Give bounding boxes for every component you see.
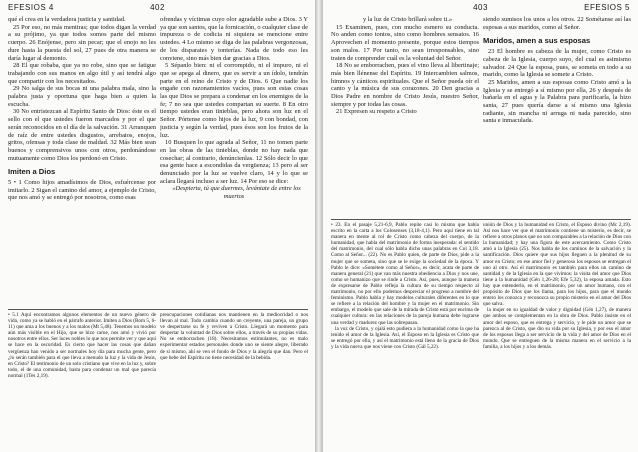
paragraph: 25 Maridos, amen a sus esposas como Cristo amó a la Iglesia y se entregó a sí mismo por ella, 26 y después de bañarla en el agua y la Palabra para purificarla, la hizo santa, 27 pues quería darse a sí mismo una Iglesia radiante, sin mancha ni arruga ni nada parecido, sino santa e inmaculada. <box>483 78 631 125</box>
footnote: la mujer en su igualdad de valor y dignidad (Gén 1,27), de manera que ambos se complementan en la obra de Dios. Pablo insiste en el amor del esposo, que es entrega y servicio, y le pide un amor que se parezca al de Cristo, que dio su vida por su Iglesia, y por eso el amor de los esposos llega a ser servicio de la vida y del amor de Dios en el mundo. Que se entreguen de la misma manera en el servicio a la familia, a los hijos y a los demás. <box>483 307 631 350</box>
paragraph: 23 El hombre es cabeza de la mujer, como Cristo es cabeza de la Iglesia, cuerpo suyo, del cual es asimismo salvador. 24 Que la esposa, pues, se someta en todo a su marido, como la Iglesia se somete a Cristo. <box>483 48 631 79</box>
verse-quote-end: y la luz de Cristo brillará sobre ti.» <box>362 16 453 23</box>
footnote: unión de Dios y la humanidad en Cristo, el Esposo divino (Mc 2,19). Así nos hace ver que el matrimonio contiene un misterio, es decir, se refiere a otros planos que no son comparables a la relación de Dios con la humanidad; y hay una figura de este acercamiento. Como Cristo amó a la Iglesia (25). Nos habla de los caminos de la salvación y la santificación. Dios quiere que sus hijos lleguen a la plenitud de su amor en Cristo; en ese amor fiel y generoso los esposos se entregan el uno al otro. Así el matrimonio es también para ellos un camino de santidad y de la Iglesia en la que vivimos: la visita del amor que Dios tiene a la humanidad (Gén 1,26-28; Efe 5,32), la esposa amada. Esto hay que entenderlo, en el matrimonio, por un amor humano, con el propósito de Dios que los llama, para los hijos, para que el mundo entero los conozca y reconozca su propio misterio en el amor del Dios que salva. <box>483 222 631 308</box>
running-head-right <box>331 3 630 15</box>
right-column-2 <box>483 16 631 216</box>
paragraph: 5 Sépanlo bien: ni el corrompido, ni el impuro, ni el que se apega al dinero, que es servir a un ídolo, tendrán parte en el reino de Cristo y de Dios. 6 Que nadie los engañe con razonamientos vacíos, pues son estas cosas las que Dios se prepara a condenar en los enemigos de la fe; 7 no sea que ustedes compartan su suerte. 8 En otro tiempo ustedes eran tinieblas, pero ahora son luz en el Señor. Pórtense como hijos de la luz, 9 con bondad, con justicia y según la verdad, pues ésos son los frutos de la luz. <box>160 62 308 139</box>
right-page <box>323 0 638 452</box>
paragraph: 18 No se emborrachen, pues el vino lleva al libertinaje; más bien llénense del Espíritu. 19 Intercambien salmos, himnos y cánticos espirituales. Que el Señor pueda oír el canto y la música de sus corazones. 20 Den gracias a Dios Padre en nombre de Cristo Jesús, nuestro Señor, siempre y por todas las cosas. <box>331 62 479 108</box>
paragraph: 15 Examinen, pues, con mucho esmero su conducta. No anden como tontos, sino como hombres sensatos. 16 Aprovechen el momento presente, porque estos tiempos son malos. 17 Por tanto, no sean irresponsables, sino traten de comprender cuál es la voluntad del Señor. <box>331 23 479 62</box>
section-title: Imiten a Dios <box>8 167 56 177</box>
paragraph: qué el crea en la verdadera justicia y santidad. <box>8 16 126 23</box>
footnotes-column-1 <box>331 222 479 448</box>
footnotes-column-2 <box>483 222 631 448</box>
footnote: • 5.1 Aquí encontramos algunos elementos de un nuevo género de vida, como ya se habló en el párrafo anterior. Imiten a Dios (Rom 5, 6-11) que ama a los buenos y a los malos (Mt 5,48). Tenemos un modelo aún más visible en el Hijo, que se hizo carne, nos amó y vivió por nosotros entre ellos. Ser luces nobles lo que nos permite ver y que aquí se hace en la oscuridad. Es cierto que hacer las cosas que dañan vergüenza han venido a ser normales hoy día para mucha gente, pero ¿lo serán también para el que lleva a menudo la luz y la vida de Jesús, en Cristo? El testimonio de un solo cristiano que vive en la luz y, sobre todo, el de una comunidad, basta para condenar un mal que parecía normal (1Tes 2,19). <box>8 312 156 379</box>
book-chapter-header: EFESIOS 4 <box>8 3 54 12</box>
running-head-left <box>8 3 307 15</box>
book-gutter <box>315 0 323 452</box>
verse-quote: «Despierta, tú que duermes, levántate de entre los muertos <box>172 185 301 201</box>
book-chapter-header: EFESIOS 5 <box>584 3 630 12</box>
paragraph: ofrendas y víctimas cuyo olor agradable sube a Dios. 3 Y ya que son santos, que la fornicación, o cualquier clase de impureza o de codicia ni siquiera se mencione entre ustedes. 4 Lo mismo se diga de las palabras vergonzosas, de los disparates y tonterías. Nada de todo eso les conviene, sino más bien dar gracias a Dios. <box>160 16 308 62</box>
footnote-divider <box>331 219 631 220</box>
footnote-divider <box>8 309 308 310</box>
paragraph: 5 • 1 Como hijos amadísimos de Dios, esfuércense por imitarlo. 2 Sigan el camino del amor, a ejemplo de Cristo, que nos amó y se entregó por nosotros, como esas <box>8 179 156 202</box>
footnote: • 23. En el pasaje 5,21-6,9, Pablo repite casi lo mismo que había escrito en la carta a los Colosenses (3,18-4,1). Pero aquí tiene en tal manera en mente al rol de Cristo como cabeza del cuerpo, de la humanidad, que habla del matrimonio de forma inesperada: el sentido del matrimonio, del cual sólo habla dicho unas palabras en Col 3,18. Como al Señor... (22). No es Pablo quien, de parte de Dios, pide a la mujer que se someta, sino que se le exige la sociedad de la época. Y Pablo le dice: «Sométete como al Señor», es decir, acata de parte de manera general (21) que van más nuestra obediencia a Dios y nos une, como se humanizo que se rinde a Cristo. Así, pues, aunque la manera de expresarse de Pablo refleja la cultura de su tiempo respecto al matrimonio, no por ello podemos despreciar el progreso a nombre del feminismo. Pablo habla y hay modelos culturales diferentes en lo que se refiere a la relación del hombre y la mujer en el matrimonio. Sin embargo, el modelo que sale de la mirada de Cristo está por encima de cualquier cultura: en las relaciones de la pareja humana debe lograrse una verdad y madurez que las sobrepasan. <box>331 222 479 326</box>
paragraph: 30 No entristezcan al Espíritu Santo de Dios: éste es el sello con el que ustedes fueron marcados y por el que serán reconocidos en el día de la salvación. 31 Arranquen de raíz de entre ustedes disgustos, arrebatos, enojos, gritos, ofensas y toda clase de maldad. 32 Más bien sean buenos y comprensivos unos con otros, perdonándose mutuamente como Dios los perdonó en Cristo. <box>8 108 156 162</box>
section-title: Maridos, amen a sus esposas <box>483 36 591 46</box>
footnote: preocupaciones cotidianas nos mantienen en la mediocridad o nos llevan al mal. Todo cambia cuando un creyente, una pareja, un grupo ve despertarse su fe y reviven a Cristo. Llegará un momento para despertar la voluntad de Dios sobre ellos, a través de su propias vidas. No se emborrachen (18). Necesitamos estimulantes, no es malo experimentar estados personales donde uno se siente alegre, liberado de sí mismo, ahí se ven el fondo de Dios y la alegría que dan. Pero el que bebe del Espíritu no tiene necesidad de la bebida. <box>160 312 308 361</box>
left-column-1 <box>8 16 156 306</box>
footnotes-column-1 <box>8 312 156 448</box>
paragraph: 21 Expresen su respeto a Cristo <box>336 108 417 116</box>
right-column-1 <box>331 16 479 216</box>
left-page <box>0 0 315 452</box>
paragraph: siendo sumisos los unos a los otros. 22 Sométanse así las esposas a sus maridos, como al Señor. <box>483 16 631 31</box>
page-number: 403 <box>473 3 488 12</box>
paragraph: 28 El que robaba, que ya no robe, sino que se fatigue trabajando con sus manos en algo útil y así tendrá algo que compartir con los necesitados. <box>8 62 156 85</box>
paragraph: 29 No salga de sus bocas ni una palabra mala, sino la palabra justa y oportuna que haga bien a quien la escucha. <box>8 85 156 108</box>
footnotes-column-2 <box>160 312 308 448</box>
paragraph: 10 Busquen lo que agrada al Señor, 11 no tomen parte en las obras de las tinieblas, donde no hay nada que cosechar; al contrario, denúncienlas. 12 Sólo decir lo que esa gente hace a escondidas da vergüenza; 13 pero al ser denunciado por la luz se vuelve claro, 14 y lo que se aclara llegará incluso a ser luz. 14 Por eso se dice: <box>160 139 308 185</box>
page-number: 402 <box>150 3 165 12</box>
left-column-2 <box>160 16 308 306</box>
paragraph: 25 Por eso, no más mentiras; que todos digan la verdad a su prójimo, ya que todos somos parte del mismo cuerpo. 26 Enójense, pero sin pecar; que el enojo no les dure hasta la puesta del sol, 27 pues de otra manera se daría lugar al demonio. <box>8 23 156 62</box>
footnote: la voz de Cristo, y ojalá esto pudiera a la humanidad como la que ha tenido el amor de la Iglesia. Así, el Esposo en la Iglesia es Cristo que se entregó por ella, y así el matrimonio está lleno de la gracia de Dios y la vida nueva que nos viene con Cristo (Gál 5,22). <box>331 325 479 350</box>
